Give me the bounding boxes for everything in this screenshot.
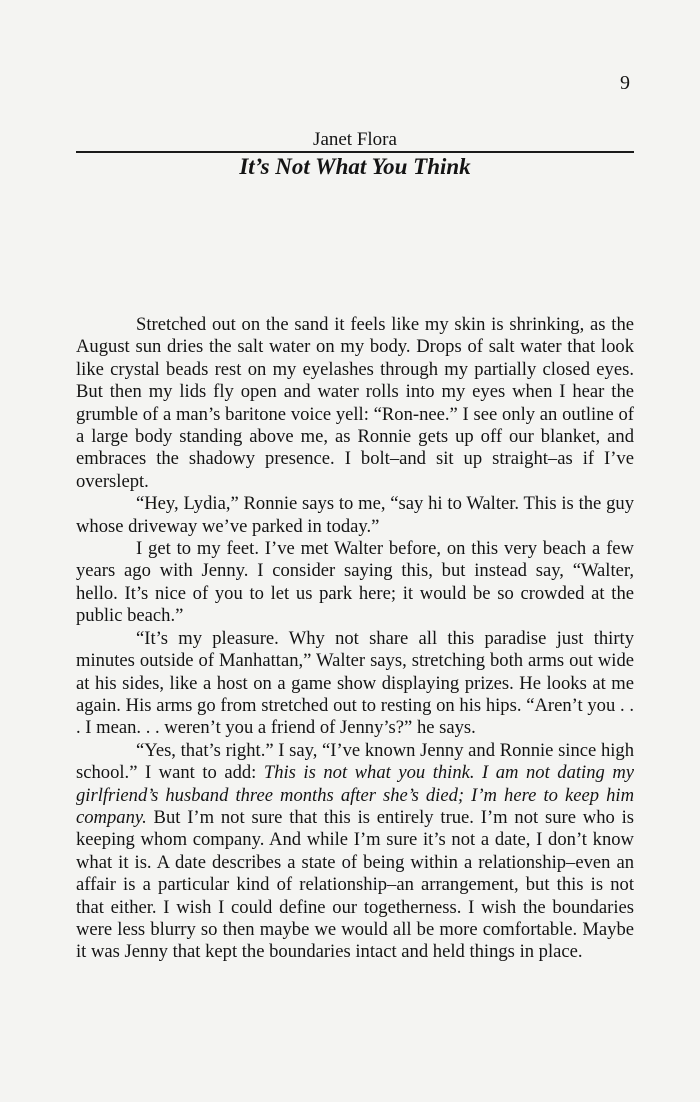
paragraph-1 [76,314,634,493]
paragraph-5-text-a: “Yes, that’s right.” I say, “I’ve known Jenny and Ronnie since high school.” I want to add: [76,739,634,784]
page-number: 9 [620,72,630,94]
paragraph-5-text-b: But I’m not sure that this is entirely true. I’m not sure who is keeping whom company. And while I’m sure it’s not a date, I don’t know what it is. A date describes a state of being within a relationship–even an affair is a particular kind of relationship–an arrangement, but this is not that either. I wish I could define our togetherness. I wish the boundaries were less blurry so then maybe we would all be more comfortable. Maybe it was Jenny that kept the boundaries intact and held things in place. [76,806,634,963]
paragraph-3 [76,538,634,628]
paragraph-3-text: I get to my feet. I’ve met Walter before, on this very beach a few years ago with Jenny. I consider saying this, but instead say, “Walter, hello. It’s nice of you to let us park here; it would be so crowded at the public beach.” [76,538,634,627]
story-body [76,314,634,964]
story-title: It’s Not What You Think [239,154,471,179]
paragraph-2-text: “Hey, Lydia,” Ronnie says to me, “say hi to Walter. This is the guy whose driveway we’ve parked in today.” [76,493,634,537]
paragraph-5 [76,740,634,964]
paragraph-4 [76,628,634,740]
paragraph-2 [76,493,634,538]
paragraph-5-italic-thought: This is not what you think. I am not dating my girlfriend’s husband three months after she’s died; I’m here to keep him company. [76,762,635,828]
author-name: Janet Flora [313,129,397,150]
paragraph-4-text: “It’s my pleasure. Why not share all this paradise just thirty minutes outside of Manhattan,” Walter says, stretching both arms out wide at his sides, like a host on a game show displaying prizes. He looks at me again. His arms go from stretched out to resting on his hips. “Aren’t you . . . I mean. . . weren’t you a friend of Jenny’s?” he says. [76,627,634,739]
paragraph-1-text: Stretched out on the sand it feels like my skin is shrinking, as the August sun dries the salt water on my body. Drops of salt water that look like crystal beads rest on my eyelashes through my partially closed eyes. But then my lids fly open and water rolls into my eyes when I hear the grumble of a man’s baritone voice yell: “Ron-nee.” I see only an outline of a large body standing above me, as Ronnie gets up off our blanket, and embraces the shadowy presence. I bolt–and sit up straight–as if I’ve overslept. [76,314,634,492]
header-rule [76,151,634,153]
